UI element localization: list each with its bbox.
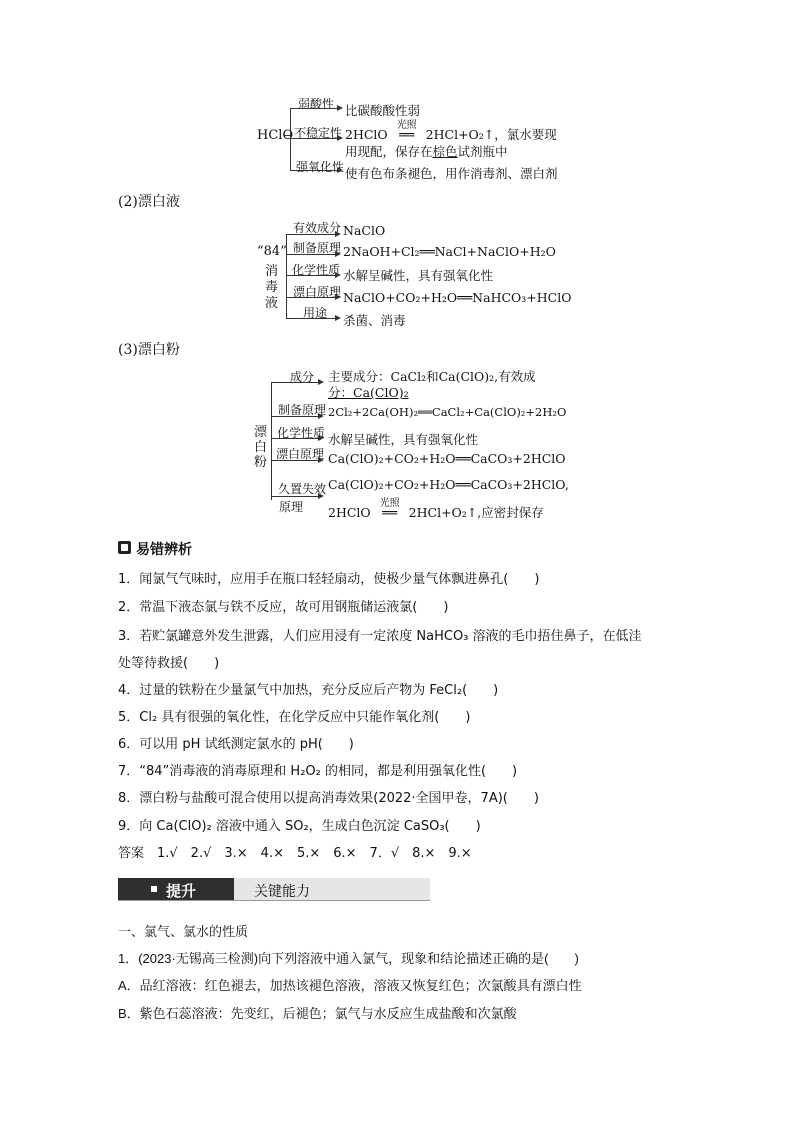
- section-heading: (2)漂白液: [118, 194, 180, 210]
- root-line: 消: [265, 264, 279, 279]
- root-line: 液: [265, 296, 279, 311]
- branch-label: 漂白原理: [276, 447, 325, 461]
- branch-label: 用途: [303, 306, 328, 320]
- error-item: 4．过量的铁粉在少量氯气中加热，充分反应后产物为 FeCl₂( ): [118, 683, 499, 698]
- branch-text: 比碳酸酸性弱: [345, 103, 421, 118]
- arrow-icon: [335, 272, 341, 278]
- banner-right-text: 关键能力: [254, 884, 310, 900]
- branch-line: [286, 254, 336, 255]
- branch-label: 久置失效: [278, 482, 327, 496]
- branch-text: 水解呈碱性，具有强氧化性: [343, 268, 494, 283]
- branch-line: [290, 138, 338, 139]
- branch-text: 主要成分：CaCl₂和Ca(ClO)₂,有效成: [328, 369, 536, 384]
- section-heading: (3)漂白粉: [118, 342, 180, 358]
- branch-label: 有效成分: [293, 221, 342, 235]
- root-line: 粉: [254, 455, 268, 470]
- branch-label: 制备原理: [278, 403, 327, 417]
- underlined-text: 棕色: [432, 144, 458, 159]
- bracket-line: [290, 108, 291, 170]
- section-marker-icon: [118, 541, 131, 554]
- text-part: 用现配，保存在: [345, 144, 433, 159]
- branch-text: 2Cl₂+2Ca(OH)₂══CaCl₂+Ca(ClO)₂+2H₂O: [328, 405, 567, 419]
- branch-line: [271, 460, 319, 461]
- branch-line: [271, 496, 319, 497]
- error-item: 7．“84”消毒液的消毒原理和 H₂O₂ 的相同，都是利用强氧化性( ): [118, 764, 518, 779]
- part-heading: 一、氯气、氯水的性质: [118, 924, 249, 939]
- question-stem: 1．(2023·无锡高三检测)向下列溶液中通入氯气，现象和结论描述正确的是( ): [118, 951, 579, 966]
- banner-left-text: 提升: [166, 882, 197, 900]
- eq-product: 2HCl+O₂↑，氯水要现: [425, 127, 557, 142]
- reaction-arrow: 光照 ══: [388, 127, 426, 142]
- branch-line: [271, 416, 319, 417]
- branch-text: NaClO: [343, 223, 386, 238]
- error-item: 3．若贮氯罐意外发生泄露，人们应用浸有一定浓度 NaHCO₃ 溶液的毛巾捂住鼻子，在低洼: [118, 629, 642, 644]
- text-part: 试剂瓶中: [457, 144, 508, 159]
- errors-title: 易错辨析: [136, 542, 192, 558]
- root-line: “84”: [257, 244, 287, 259]
- option-b: B．紫色石蕊溶液：先变红，后褪色；氯气与水反应生成盐酸和次氯酸: [118, 1006, 517, 1021]
- branch-text: 2NaOH+Cl₂══NaCl+NaClO+H₂O: [343, 244, 556, 259]
- error-item: 2．常温下液态氯与铁不反应，故可用钢瓶储运液氯( ): [118, 600, 449, 615]
- branch-line: [271, 438, 319, 439]
- branch-text-cont: 分：Ca(ClO)₂: [328, 385, 409, 400]
- arrow-icon: [335, 251, 341, 257]
- arrow-icon: [318, 413, 324, 419]
- root-line: 漂: [254, 425, 268, 440]
- reaction-condition: 光照: [396, 120, 417, 131]
- eq-product: 2HCl+O₂↑,应密封保存: [408, 505, 544, 520]
- hclo-root: HClO: [257, 128, 294, 143]
- branch-line: [286, 297, 336, 298]
- arrow-icon: [335, 231, 341, 237]
- error-item: 处等待救援( ): [118, 656, 220, 671]
- arrow-icon: [335, 315, 341, 321]
- error-item: 1．闻氯气气味时，应用手在瓶口轻轻扇动，使极少量气体飘进鼻孔( ): [118, 572, 540, 587]
- bracket-line: [286, 234, 287, 318]
- arrow-icon: [337, 135, 343, 141]
- branch-line: [286, 318, 336, 319]
- arrow-icon: [318, 379, 324, 385]
- branch-text: 杀菌、消毒: [343, 313, 406, 328]
- error-item: 9．向 Ca(ClO)₂ 溶液中通入 SO₂，生成白色沉淀 CaSO₃( ): [118, 819, 481, 834]
- branch-line: [271, 382, 319, 383]
- branch-label: 化学性质: [277, 426, 326, 440]
- branch-text: 使有色布条褪色，用作消毒剂、漂白剂: [345, 166, 558, 181]
- bracket-line: [271, 382, 272, 500]
- branch-line: [290, 170, 338, 171]
- arrow-icon: [318, 457, 324, 463]
- branch-label: 制备原理: [293, 241, 342, 255]
- eq-reactant: 2HClO: [328, 505, 371, 520]
- branch-line: [286, 234, 336, 235]
- branch-label: 弱酸性: [298, 97, 335, 111]
- arrow-icon: [318, 493, 324, 499]
- root-line: 毒: [265, 280, 279, 295]
- equation-line: [345, 120, 557, 143]
- option-a: A．品红溶液：红色褪去，加热该褪色溶液，溶液又恢复红色；次氯酸具有漂白性: [118, 978, 582, 993]
- arrow-icon: [337, 105, 343, 111]
- error-item: 6．可以用 pH 试纸测定氯水的 pH( ): [118, 737, 354, 752]
- bracket-line: [284, 135, 290, 136]
- error-item: 5．Cl₂ 具有很强的氧化性，在化学反应中只能作氧化剂( ): [118, 710, 471, 725]
- section-banner: [118, 878, 430, 900]
- eq-reactant: 2HClO: [345, 127, 388, 142]
- branch-label: 不稳定性: [294, 126, 343, 140]
- branch-label: 漂白原理: [293, 285, 342, 299]
- arrow-icon: [318, 435, 324, 441]
- branch-text-cont: [345, 142, 508, 160]
- arrow-icon: [335, 294, 341, 300]
- banner-rule: [118, 900, 430, 901]
- error-item: 8．漂白粉与盐酸可混合使用以提高消毒效果(2022·全国甲卷，7A)( ): [118, 791, 539, 806]
- branch-text: 水解呈碱性，具有强氧化性: [328, 432, 479, 447]
- square-icon: [151, 886, 157, 892]
- branch-label: 化学性质: [292, 263, 341, 277]
- root-line: 白: [254, 440, 268, 455]
- answer-line: 答案 1.√ 2.√ 3.× 4.× 5.× 6.× 7．√ 8.× 9.×: [118, 846, 472, 861]
- equation-line: [328, 498, 544, 521]
- branch-text: NaClO+CO₂+H₂O══NaHCO₃+HClO: [343, 290, 572, 305]
- branch-line: [286, 275, 336, 276]
- reaction-condition: 光照: [379, 498, 400, 509]
- branch-label: 成分: [290, 370, 315, 384]
- branch-line: [290, 108, 338, 109]
- arrow-icon: [337, 167, 343, 173]
- reaction-arrow: 光照 ══: [371, 505, 409, 520]
- branch-label-2: 原理: [279, 500, 304, 514]
- branch-label: 强氧化性: [296, 160, 345, 174]
- branch-text: Ca(ClO)₂+CO₂+H₂O══CaCO₃+2HClO,: [328, 477, 569, 492]
- branch-text: Ca(ClO)₂+CO₂+H₂O══CaCO₃+2HClO: [328, 451, 566, 466]
